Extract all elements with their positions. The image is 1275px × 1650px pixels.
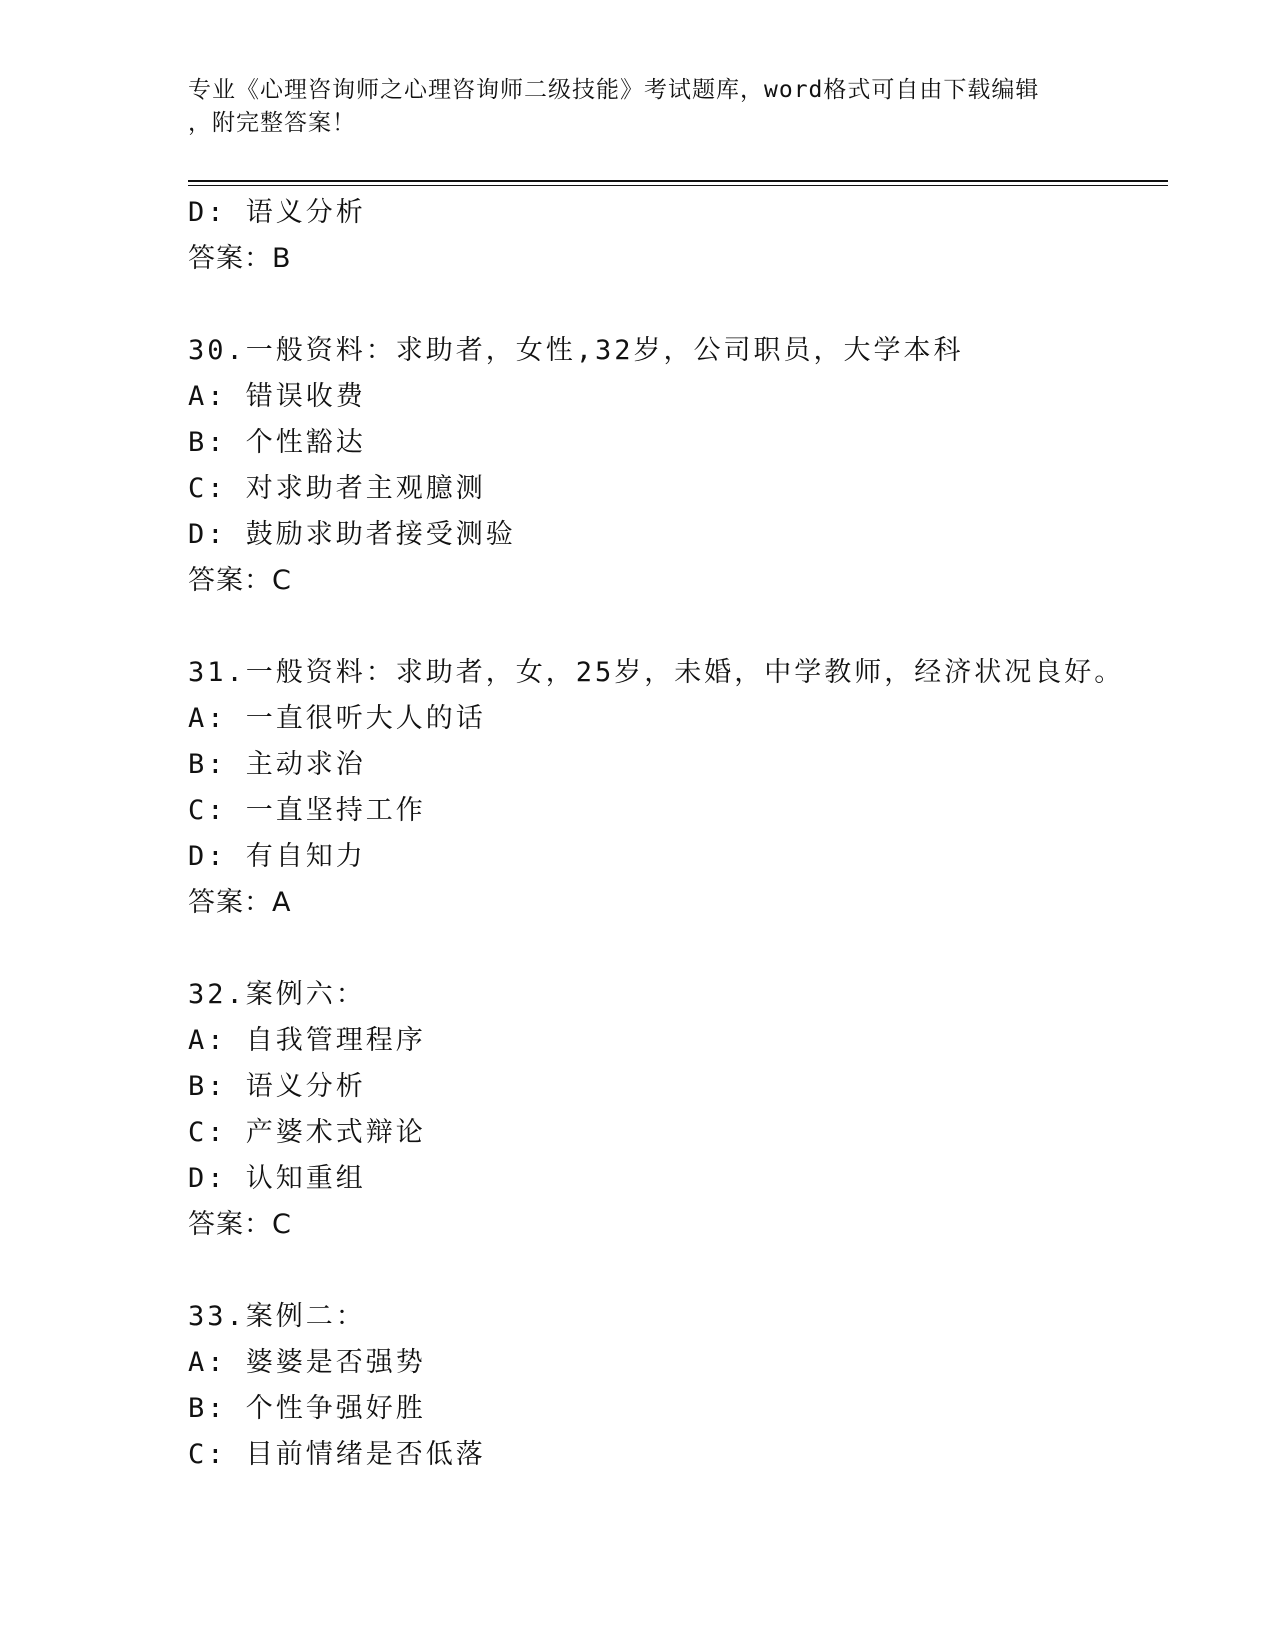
option-c: C: 产婆术式辩论 <box>188 1117 426 1148</box>
question-stem: 32.案例六： <box>188 979 366 1010</box>
option-b: B: 语义分析 <box>188 1071 366 1102</box>
header-divider-thick <box>188 180 1168 182</box>
option-a: A: 一直很听大人的话 <box>188 703 486 734</box>
option-b: B: 个性争强好胜 <box>188 1393 426 1424</box>
answer-line: 答案：C <box>188 1209 292 1240</box>
question-stem: 31.一般资料：求助者，女，25岁，未婚，中学教师，经济状况良好。 <box>188 657 1125 688</box>
spacer <box>188 604 1168 650</box>
question-30 <box>188 328 1168 604</box>
answer-line: 答案：A <box>188 887 292 918</box>
option-a: A: 错误收费 <box>188 381 366 412</box>
question-stem: 33.案例二： <box>188 1301 366 1332</box>
question-31 <box>188 650 1168 926</box>
spacer <box>188 1248 1168 1294</box>
header-title-line-2: ，附完整答案！ <box>188 110 356 136</box>
header-title-line-1: 专业《心理咨询师之心理咨询师二级技能》考试题库，word格式可自由下载编辑 <box>188 77 1040 103</box>
option-d: D: 有自知力 <box>188 841 366 872</box>
spacer <box>188 926 1168 972</box>
question-33 <box>188 1294 1168 1478</box>
option-b: B: 个性豁达 <box>188 427 366 458</box>
option-d: D: 认知重组 <box>188 1163 366 1194</box>
header-divider-thin <box>188 185 1168 186</box>
question-32 <box>188 972 1168 1248</box>
option-a: A: 自我管理程序 <box>188 1025 426 1056</box>
answer-line: 答案：C <box>188 565 292 596</box>
question-list <box>188 190 1168 1478</box>
question-stem: 30.一般资料：求助者，女性,32岁，公司职员，大学本科 <box>188 335 964 366</box>
option-a: A: 婆婆是否强势 <box>188 1347 426 1378</box>
document-header <box>188 74 1088 140</box>
carryover-answer: 答案：B <box>188 243 292 274</box>
option-d: D: 鼓励求助者接受测验 <box>188 519 516 550</box>
option-c: C: 一直坚持工作 <box>188 795 426 826</box>
option-b: B: 主动求治 <box>188 749 366 780</box>
option-c: C: 目前情绪是否低落 <box>188 1439 486 1470</box>
spacer <box>188 282 1168 328</box>
option-c: C: 对求助者主观臆测 <box>188 473 486 504</box>
carryover-option-d: D: 语义分析 <box>188 197 366 228</box>
